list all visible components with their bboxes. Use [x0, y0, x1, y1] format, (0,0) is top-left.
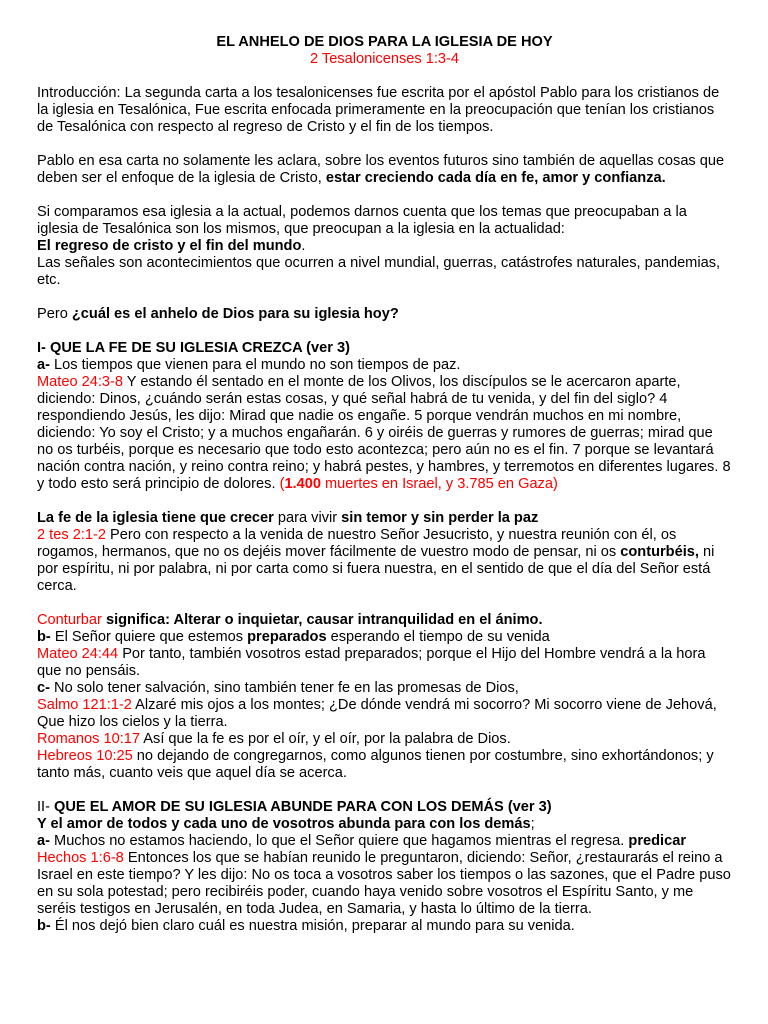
- romanos-reference: Romanos 10:17: [37, 731, 141, 747]
- section1-heading-text: I- QUE LA FE DE SU IGLESIA CREZCA (ver 3): [37, 340, 350, 356]
- hebreos-text: no dejando de congregarnos, como algunos tienen por costumbre, sino exhortándonos; y tanto más, cuanto veis que aquel día se acerca.: [37, 748, 714, 781]
- mateo2444-reference: Mateo 24:44: [37, 646, 119, 662]
- section1-a-label: a-: [37, 357, 50, 373]
- paragraph-pablo: [37, 153, 732, 187]
- conturbar-meaning: significa: Alterar o inquietar, causar intranquilidad en el ánimo.: [101, 612, 543, 628]
- mateo2444-text: Por tanto, también vosotros estad preparados; porque el Hijo del Hombre vendrá a la hora que no pensáis.: [37, 646, 706, 679]
- section2-b-text: Él nos dejó bien claro cuál es nuestra misión, preparar al mundo para su venida.: [50, 918, 575, 934]
- paragraph-pablo-emphasis: estar creciendo cada día en fe, amor y confianza.: [325, 170, 666, 186]
- salmo-reference: Salmo 121:1-2: [37, 697, 132, 713]
- section2-b-label: b-: [37, 918, 51, 934]
- document-subtitle-reference: 2 Tesalonicenses 1:3-4: [309, 51, 459, 67]
- hechos-text: Entonces los que se habían reunido le preguntaron, diciendo: Señor, ¿restaurarás el reino a Israel en este tiempo? Y les dijo: No os toca a vosotros saber los tiempos o las sazones, que el Padre puso en su sola potestad; pero recibiréis poder, cuando haya venido sobre vosotros el Espíritu Santo, y me seréis testigos en Jerusalén, en toda Judea, en Samaria, y hasta lo último de la tierra.: [37, 850, 731, 917]
- faith-statement: [37, 510, 732, 527]
- romanos-text: Así que la fe es por el oír, y el oír, por la palabra de Dios.: [140, 731, 511, 747]
- paragraph-pablo-text: Pablo en esa carta no solamente les aclara, sobre los eventos futuros sino también de aquellas cosas que deben ser el enfoque de la iglesia de Cristo,: [37, 153, 725, 186]
- section2-verse: [37, 816, 732, 833]
- section2-point-b: [37, 918, 732, 935]
- section1-a-text: Los tiempos que vienen para el mundo no son tiempos de paz.: [49, 357, 461, 373]
- mateo24-reference: Mateo 24:3-8: [37, 374, 123, 390]
- question-prefix: Pero: [37, 306, 72, 322]
- faith-bold-2: sin temor y sin perder la paz: [341, 510, 539, 526]
- stats-open: (: [279, 476, 285, 492]
- section1-heading: [37, 340, 732, 357]
- intro-paragraph: Introducción: La segunda carta a los tesalonicenses fue escrita por el apóstol Pablo para los cristianos de la iglesia en Tesalónica, Fue escrita enfocada primeramente en la preocupación que tenían los cristianos de Tesalónica con respecto al regreso de Cristo y el fin de los tiempos.: [37, 85, 720, 135]
- section2-verse-text: Y el amor de todos y cada uno de vosotros abunda para con los demás: [37, 816, 531, 832]
- section2-point-a: [37, 833, 732, 850]
- salmo-text: Alzaré mis ojos a los montes; ¿De dónde vendrá mi socorro? Mi socorro viene de Jehová, Que hizo los cielos y la tierra.: [37, 697, 717, 730]
- section2-heading: [37, 799, 732, 816]
- faith-mid: para vivir: [273, 510, 342, 526]
- tes-text-1: Pero con respecto a la venida de nuestro Señor Jesucristo, y nuestra reunión con él, os rogamos, hermanos, que no os dejéis mover fácilmente de vuestro modo de pensar, ni os: [37, 527, 677, 560]
- hechos-passage: [37, 850, 732, 918]
- tes-reference: 2 tes 2:1-2: [37, 527, 106, 543]
- section1-c-text: No solo tener salvación, sino también tener fe en las promesas de Dios,: [49, 680, 519, 696]
- section1-point-a: [37, 357, 732, 374]
- paragraph-comparison: [37, 204, 732, 289]
- paragraph-signs: Las señales son acontecimientos que ocurren a nivel mundial, guerras, catástrofes naturales, pandemias, etc.: [37, 255, 721, 288]
- section1-c-label: c-: [37, 680, 50, 696]
- document-title: EL ANHELO DE DIOS PARA LA IGLESIA DE HOY: [216, 34, 553, 50]
- mateo24-text: Y estando él sentado en el monte de los Olivos, los discípulos se le acercaron aparte, diciendo: Dinos, ¿cuándo serán estas cosas, y qué señal habrá de tu venida, y del fin del siglo? 4 respondiendo Jesús, les dijo: Mirad que nadie os engañe. 5 porque vendrán muchos en mi nombre, diciendo: Yo soy el Cristo; y a muchos engañarán. 6 y oiréis de guerras y rumores de guerras; mirad que no os turbéis, porque es necesario que todo esto acontezca; pero aún no es el fin. 7 porque se levantará nación contra nación, y reino contra reino; y habrá pestes, y hambres, y terremotos en diferentes lugares. 8 y todo esto será principio de dolores.: [37, 374, 731, 492]
- hebreos-reference: Hebreos 10:25: [37, 748, 133, 764]
- hebreos-passage: [37, 748, 732, 782]
- section1-b-emphasis: preparados: [247, 629, 327, 645]
- question-line: [37, 306, 732, 323]
- section2-heading-prefix: II-: [37, 799, 55, 815]
- section2-verse-end: ;: [530, 816, 535, 832]
- paragraph-comparison-emphasis: El regreso de cristo y el fin del mundo: [37, 238, 302, 254]
- section1-b-label: b-: [37, 629, 51, 645]
- section2-a-text: Muchos no estamos haciendo, lo que el Señor quiere que hagamos mientras el regresa.: [49, 833, 629, 849]
- conturbar-definition: [37, 612, 732, 629]
- stats-rest: muertes en Israel, y 3.785 en Gaza): [320, 476, 558, 492]
- section2-a-label: a-: [37, 833, 50, 849]
- tes-text-2: ni por espíritu, ni por palabra, ni por carta como si fuera nuestra, en el sentido de que el día del Señor está cerca.: [37, 544, 715, 594]
- section1-point-b: [37, 629, 732, 646]
- question-text: ¿cuál es el anhelo de Dios para su iglesia hoy?: [71, 306, 399, 322]
- mateo2444-passage: [37, 646, 732, 680]
- paragraph-comparison-end: .: [301, 238, 306, 254]
- section2-heading-text: QUE EL AMOR DE SU IGLESIA ABUNDE PARA CON LOS DEMÁS (ver 3): [54, 799, 552, 815]
- faith-bold-1: La fe de la iglesia tiene que crecer: [37, 510, 274, 526]
- section1-b-text-2: esperando el tiempo de su venida: [326, 629, 550, 645]
- mateo24-passage: [37, 374, 732, 493]
- stats-number: 1.400: [284, 476, 321, 492]
- conturbar-word: Conturbar: [37, 612, 102, 628]
- paragraph-comparison-text: Si comparamos esa iglesia a la actual, podemos darnos cuenta que los temas que preocupaban a la iglesia de Tesalónica son los mismos, que preocupan a la iglesia en la actualidad:: [37, 204, 687, 237]
- romanos-passage: [37, 731, 732, 748]
- hechos-reference: Hechos 1:6-8: [37, 850, 124, 866]
- tes-passage: [37, 527, 732, 595]
- tes-emphasis: conturbéis,: [620, 544, 699, 560]
- section2-a-emphasis: predicar: [628, 833, 686, 849]
- salmo-passage: [37, 697, 732, 731]
- section1-point-c: [37, 680, 732, 697]
- section1-b-text-1: El Señor quiere que estemos: [50, 629, 248, 645]
